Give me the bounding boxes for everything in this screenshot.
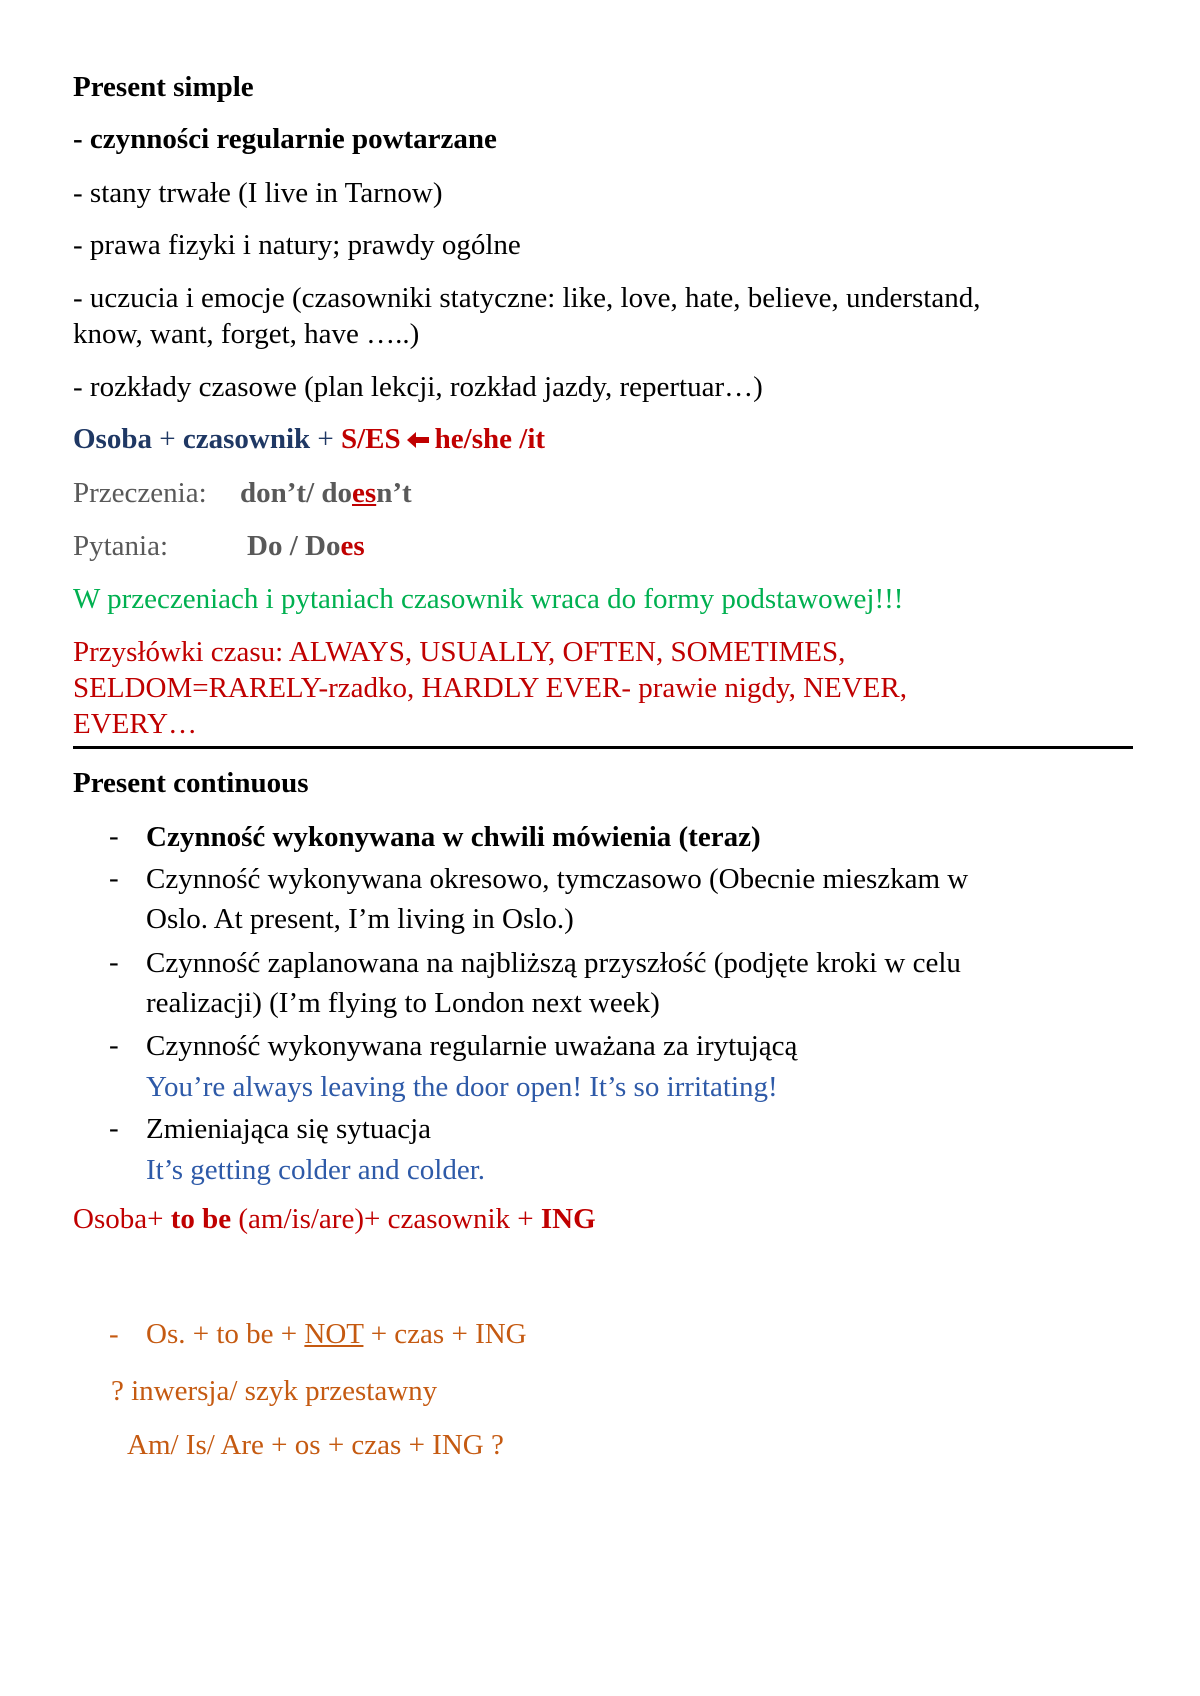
negations-row bbox=[73, 476, 412, 510]
bullet-dash: - bbox=[109, 946, 119, 978]
formula-ending: S/ES bbox=[341, 423, 401, 455]
not-word: NOT bbox=[304, 1318, 364, 1350]
use-item: - czynności regularnie powtarzane bbox=[73, 123, 497, 155]
arrow-left-icon bbox=[405, 424, 431, 458]
use-item-continuation: know, want, forget, have …..) bbox=[73, 318, 420, 350]
question-label: ? inwersja/ szyk przestawny bbox=[111, 1375, 438, 1407]
formula-person: Osoba bbox=[73, 423, 152, 455]
adverbs-line: EVERY… bbox=[73, 708, 198, 740]
bullet-dash: - bbox=[109, 1029, 119, 1061]
example-sentence: It’s getting colder and colder. bbox=[146, 1154, 486, 1186]
es-highlight: es bbox=[352, 477, 377, 509]
use-item: - rozkłady czasowe (plan lekcji, rozkład jazdy, repertuar…) bbox=[73, 371, 763, 403]
questions-label: Pytania: bbox=[73, 530, 169, 562]
use-item: - prawa fizyki i natury; prawdy ogólne bbox=[73, 229, 521, 261]
negations-forms: don’t/ doesn’t bbox=[240, 477, 412, 509]
formula-verb: czasownik bbox=[182, 423, 311, 455]
section-divider bbox=[73, 746, 1133, 749]
present-simple-title: Present simple bbox=[73, 71, 254, 103]
use-item: - stany trwałe (I live in Tarnow) bbox=[73, 177, 443, 209]
es-highlight: es bbox=[340, 530, 365, 562]
present-simple-formula: Osoba + czasownik + S/ES he/she /it bbox=[73, 422, 545, 458]
formula-ing: ING bbox=[540, 1203, 596, 1235]
question-form: Am/ Is/ Are + os + czas + ING ? bbox=[127, 1429, 504, 1461]
formula-to-be: to be bbox=[170, 1203, 232, 1235]
adverbs-line: SELDOM=RARELY-rzadko, HARDLY EVER- prawie nigdy, NEVER, bbox=[73, 672, 907, 704]
bullet-dash: - bbox=[109, 862, 119, 894]
negative-form-row bbox=[109, 1317, 527, 1351]
bullet-dash: - bbox=[109, 1318, 119, 1350]
questions-forms: Do / Does bbox=[247, 530, 365, 562]
bullet-dash: - bbox=[109, 820, 119, 852]
use-item: - uczucia i emocje (czasowniki statyczne: like, love, hate, believe, understand, bbox=[73, 282, 981, 314]
negative-form: Os. + to be + NOT + czas + ING bbox=[146, 1318, 527, 1350]
present-continuous-formula: Osoba+ to be (am/is/are)+ czasownik + ING bbox=[73, 1203, 596, 1235]
adverbs-line: Przysłówki czasu: ALWAYS, USUALLY, OFTEN, SOMETIMES, bbox=[73, 636, 846, 668]
questions-row bbox=[73, 529, 365, 563]
bullet-dash: - bbox=[109, 1112, 119, 1144]
note-base-form: W przeczeniach i pytaniach czasownik wraca do formy podstawowej!!! bbox=[73, 583, 904, 615]
present-continuous-title: Present continuous bbox=[73, 767, 309, 799]
formula-pronouns: he/she /it bbox=[434, 423, 546, 455]
negations-label: Przeczenia: bbox=[73, 477, 207, 509]
example-sentence: You’re always leaving the door open! It’s so irritating! bbox=[146, 1071, 778, 1103]
